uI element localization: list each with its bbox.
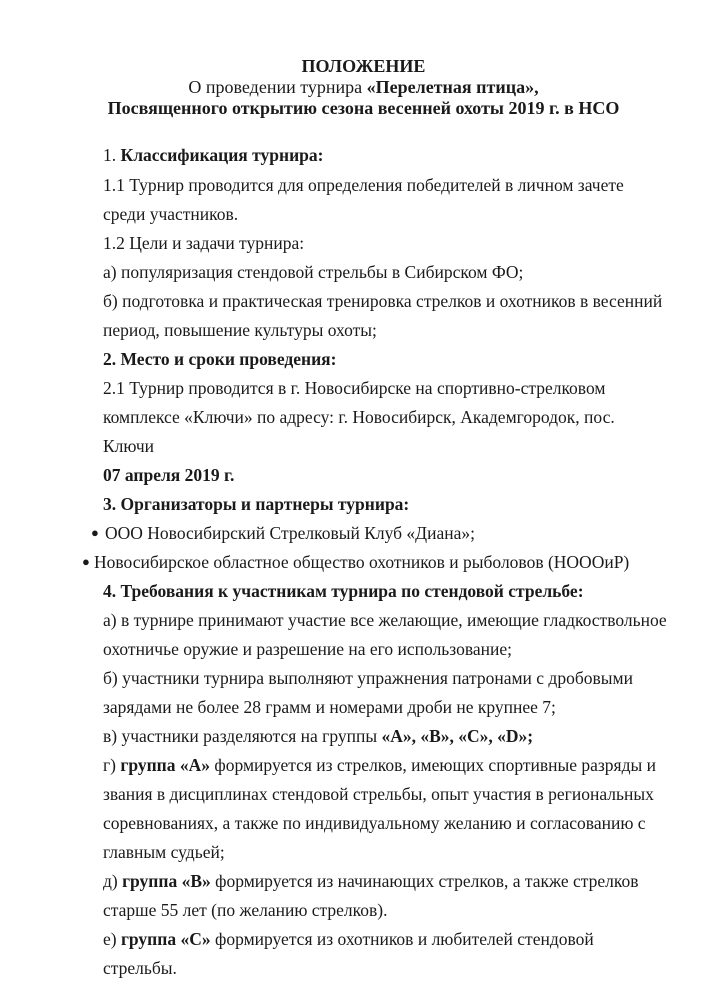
req-e-text: формируется из охотников и любителей стендовой: [210, 929, 594, 949]
req-e-line2: стрельбы.: [103, 958, 177, 978]
req-d-text: формируется из начинающих стрелков, а также стрелков: [210, 871, 639, 891]
req-g-line3: соревнованиях, а также по индивидуальному желанию и согласованию с: [103, 813, 646, 833]
organizer-2: Новосибирское областное общество охотников и рыболовов (НОООиР): [94, 552, 630, 572]
document-header: [0, 56, 727, 119]
req-d-line1: [103, 870, 639, 892]
req-d-line2: старше 55 лет (по желанию стрелков).: [103, 900, 388, 920]
req-b-line2: зарядами не более 28 грамм и номерами дроби не крупнее 7;: [103, 697, 556, 717]
req-v-text: в) участники разделяются на группы: [103, 726, 382, 746]
section2-title: 2. Место и сроки проведения:: [103, 349, 337, 369]
goal-b-line2: период, повышение культуры охоты;: [103, 320, 377, 340]
document-subtitle-line2: Посвященного открытию сезона весенней охоты 2019 г. в НСО: [107, 98, 620, 118]
req-b-line1: б) участники турнира выполняют упражнения патронами с дробовыми: [103, 668, 633, 688]
req-e-prefix: е): [103, 929, 121, 949]
organizer-1: ООО Новосибирский Стрелковый Клуб «Диана»;: [105, 523, 475, 543]
req-a-line2: охотничье оружие и разрешение на его использование;: [103, 639, 513, 659]
tournament-name: «Перелетная птица»,: [366, 77, 539, 97]
req-d-prefix: д): [103, 871, 123, 891]
req-g-prefix: г): [103, 755, 121, 775]
section1-number: 1.: [103, 145, 121, 165]
group-list: «А», «В», «С», «D»;: [381, 726, 534, 746]
group-c-label: группа «С»: [120, 929, 211, 949]
req-e-line1: [103, 928, 594, 950]
section3-title: 3. Организаторы и партнеры турнира:: [103, 494, 410, 514]
clause-2-1-line3: Ключи: [103, 436, 154, 456]
goal-a: а) популяризация стендовой стрельбы в Сибирском ФО;: [103, 262, 524, 282]
group-b-label: группа «В»: [122, 871, 211, 891]
document-subtitle-line1: [0, 77, 727, 98]
bullet-icon: ●: [82, 554, 90, 569]
clause-1-1-line2: среди участников.: [103, 204, 239, 224]
req-v: [103, 725, 533, 747]
section4-title: 4. Требования к участникам турнира по стендовой стрельбе:: [103, 581, 584, 601]
bullet-icon: ●: [91, 525, 99, 540]
clause-1-2: 1.2 Цели и задачи турнира:: [103, 233, 305, 253]
req-a-line1: а) в турнире принимают участие все желающие, имеющие гладкоствольное: [103, 610, 667, 630]
section1-title: Классификация турнира:: [120, 145, 324, 165]
clause-2-1-line2: комплексе «Ключи» по адресу: г. Новосибирск, Академгородок, пос.: [103, 407, 615, 427]
req-g-line1: [103, 754, 656, 776]
section1-heading: [103, 144, 323, 166]
clause-2-1-line1: 2.1 Турнир проводится в г. Новосибирске на спортивно-стрелковом: [103, 378, 606, 398]
event-date: 07 апреля 2019 г.: [103, 465, 235, 485]
group-a-label: группа «А»: [120, 755, 211, 775]
document-title: ПОЛОЖЕНИЕ: [301, 56, 426, 76]
req-g-text: формируется из стрелков, имеющих спортивные разряды и: [210, 755, 657, 775]
clause-1-1-line1: 1.1 Турнир проводится для определения победителей в личном зачете: [103, 175, 624, 195]
req-g-line2: звания в дисциплинах стендовой стрельбы, опыт участия в региональных: [103, 784, 654, 804]
goal-b-line1: б) подготовка и практическая тренировка стрелков и охотников в весенний: [103, 291, 663, 311]
subtitle-prefix: О проведении турнира: [188, 77, 367, 97]
req-g-line4: главным судьей;: [103, 842, 225, 862]
